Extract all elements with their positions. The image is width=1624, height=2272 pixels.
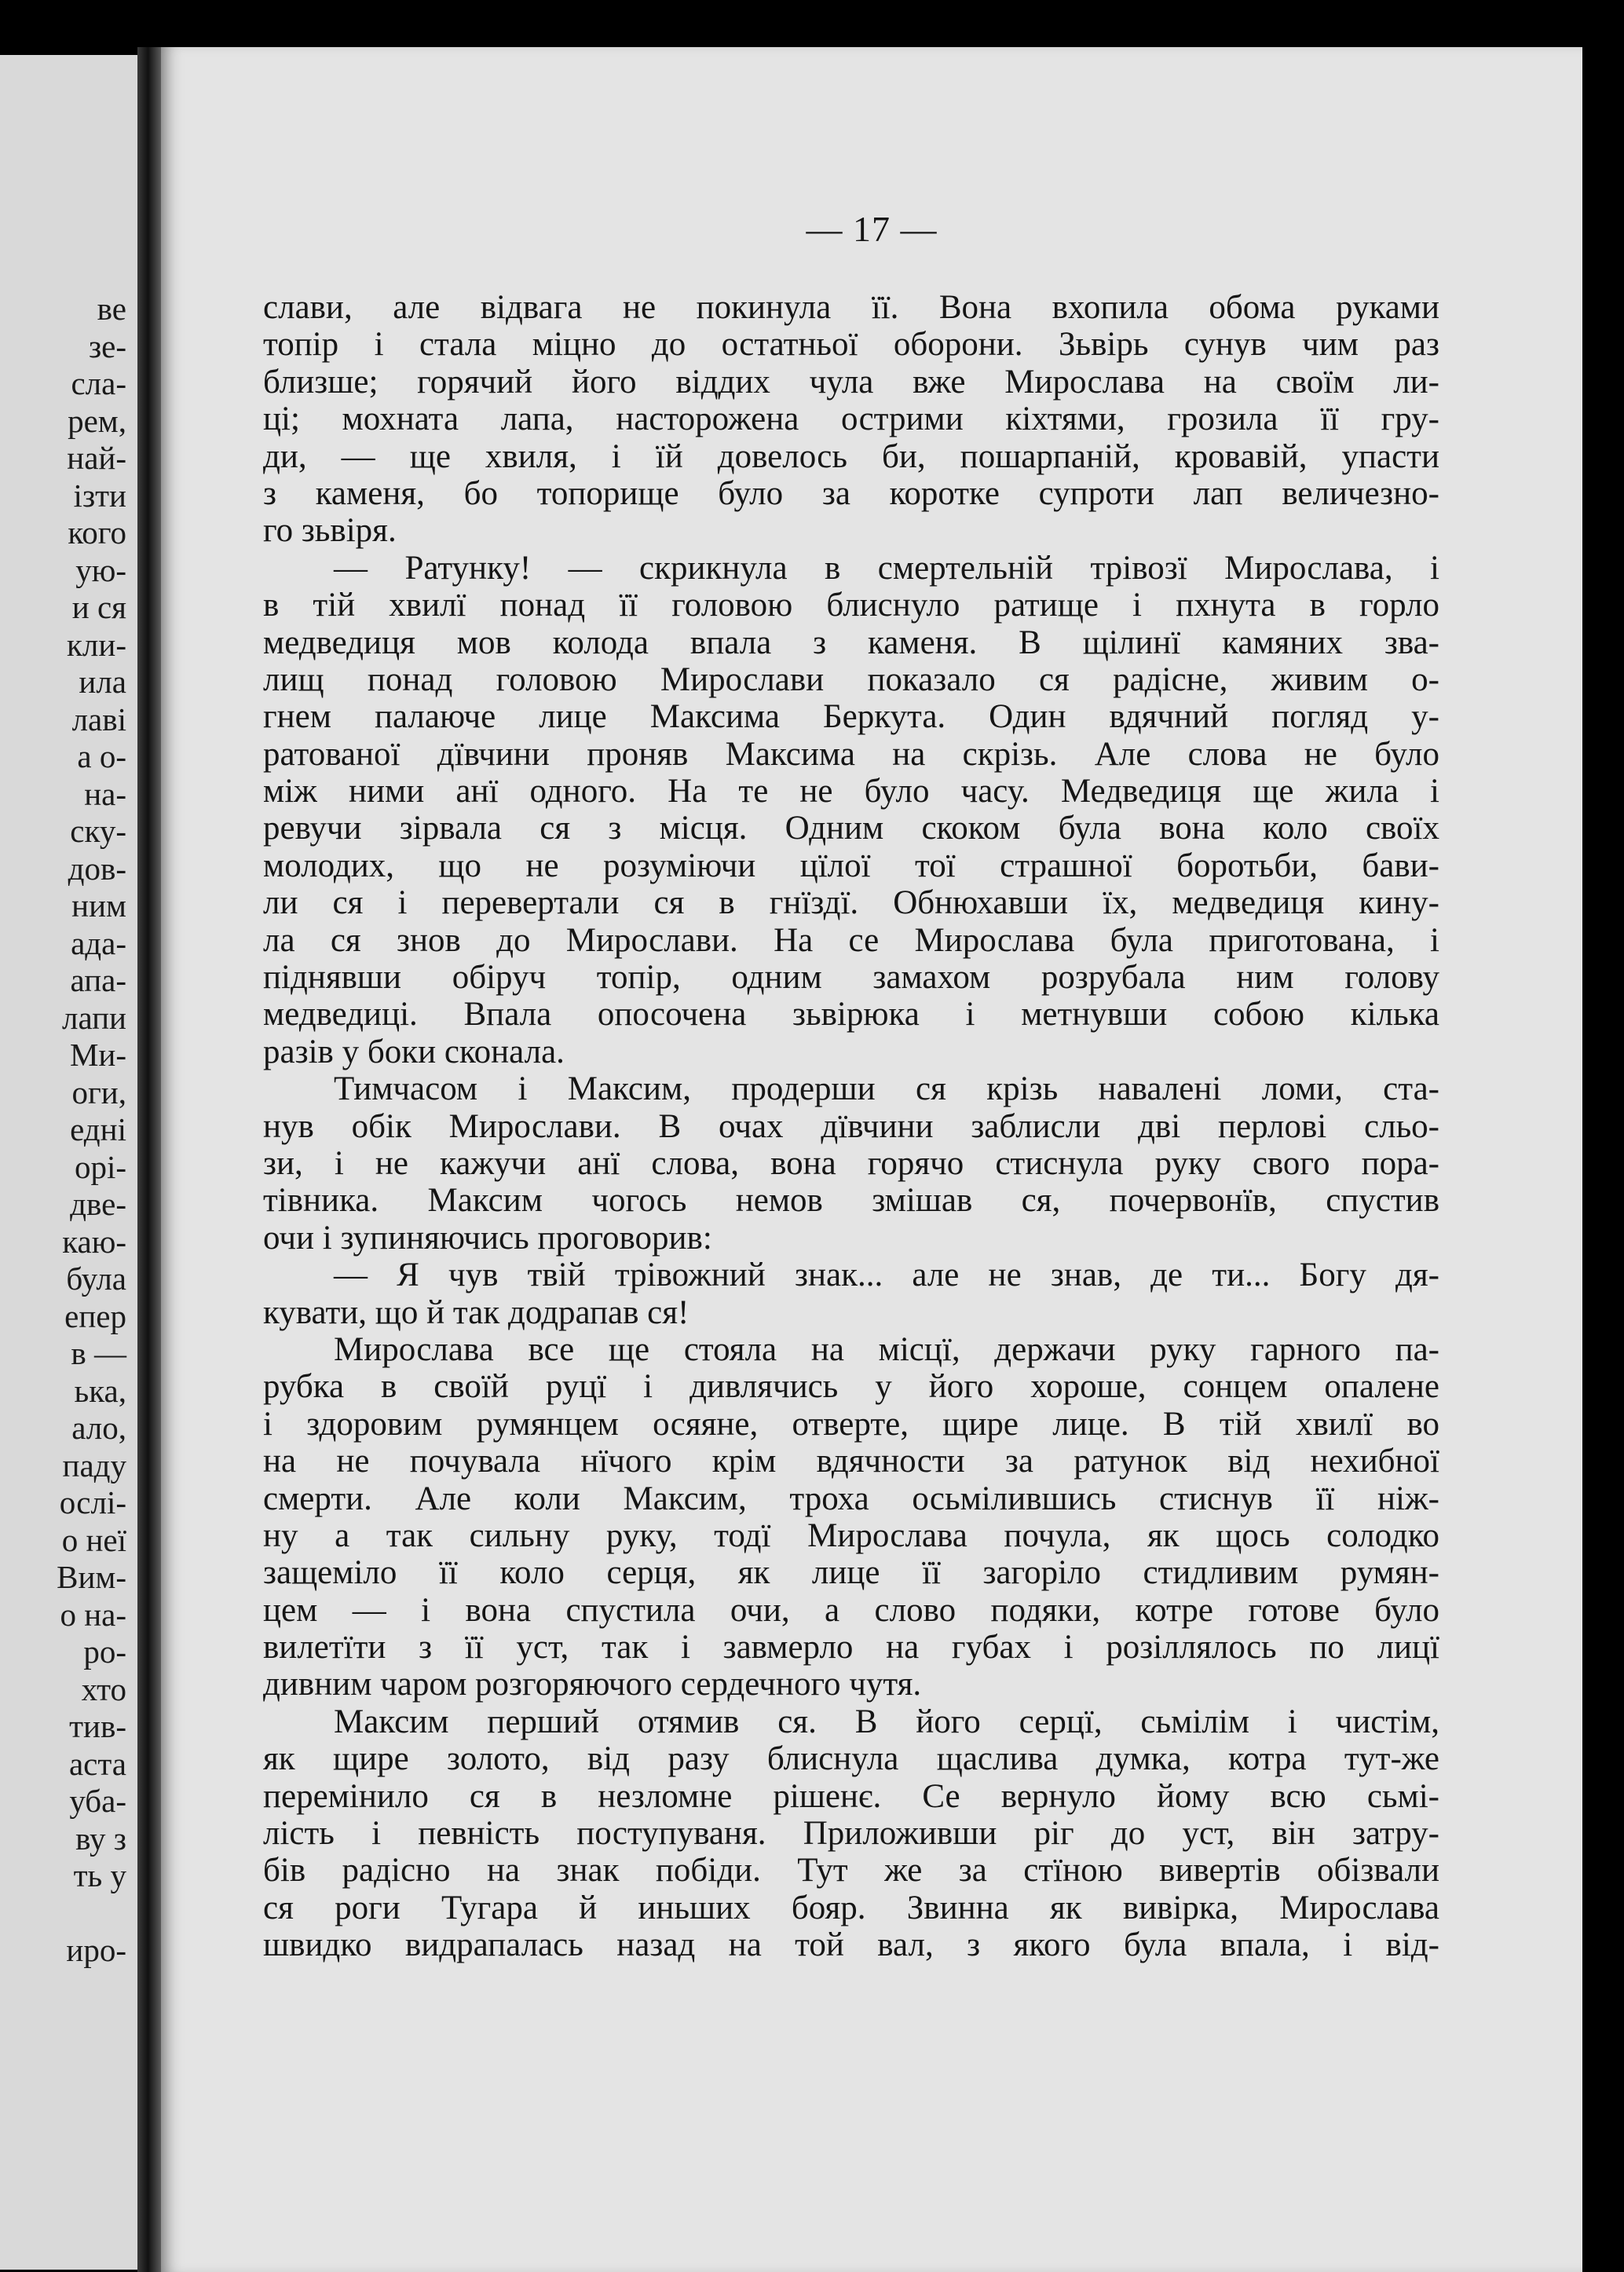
left-fragment-line: ила (79, 664, 126, 700)
left-fragment-line: ву з (75, 1820, 126, 1857)
book-page (161, 47, 1582, 2272)
text-line: нув обік Мирослави. В очах дївчини заблисли дві перлові сльо- (263, 1107, 1439, 1145)
text-line: бів радісно на знак побіди. Тут же за стїною вивертів обізвали (263, 1852, 1439, 1890)
left-fragment-line: зе- (88, 327, 126, 364)
text-line: на не почувала нїчого крім вдячности за ратунок від нехибної (263, 1443, 1439, 1480)
left-fragment-line: иро- (66, 1932, 126, 1968)
text-line: ся роги Тугара й иньших бояр. Звинна як вивірка, Мирослава (263, 1889, 1439, 1926)
text-line: в тій хвилї понад її головою блиснуло ратище і пхнута в горло (263, 587, 1439, 624)
left-fragment-line: аста (68, 1745, 126, 1782)
text-line: лість і певність поступуваня. Приложивши ріг до уст, він затру- (263, 1815, 1439, 1853)
text-line: ратованої дївчини проняв Максима на скрізь. Але слова не було (263, 735, 1439, 773)
left-fragment-line: а о- (77, 738, 126, 774)
text-line: медведиця мов колода впала з каменя. В щілинї камяних зва- (263, 624, 1439, 661)
left-fragment-line: каю- (62, 1223, 126, 1260)
text-line: піднявши обіруч топір, одним замахом розрубала ним голову (263, 959, 1439, 997)
left-fragment-line: две- (70, 1186, 126, 1222)
text-line: го зьвіря. (263, 512, 397, 550)
text-line: ли ся і перевертали ся в гнїздї. Обнюхавши їх, медведиця кину- (263, 884, 1439, 922)
text-line: між ними анї одного. На те не було часу. Медведиця ще жила і (263, 773, 1439, 810)
left-fragment-line: ізти (73, 477, 126, 514)
text-line: з каменя, бо топорище було за коротке супроти лап величезно- (263, 474, 1439, 512)
left-fragment-line: хто (81, 1670, 126, 1707)
left-fragment-line: ада- (71, 924, 126, 961)
text-line: — Ратунку! — скрикнула в смертельній трівозї Мирослава, і (334, 549, 1439, 587)
text-line: молодих, що не розуміючи цїлої тої страшної боротьби, бави- (263, 847, 1439, 884)
left-fragment-line: ним (71, 887, 126, 924)
text-line: ну а так сильну руку, тодї Мирослава почула, як щось солодко (263, 1516, 1439, 1554)
left-fragment-line: кого (68, 514, 126, 551)
text-line: вилетїти з її уст, так і завмерло на губах і розіллялось по лицї (263, 1629, 1439, 1666)
text-line: дивним чаром розгоряючого сердечного чутя. (263, 1666, 922, 1703)
text-line: цем — і вона спустила очи, а слово подяки, котре готове було (263, 1591, 1439, 1629)
left-fragment-line: ве (97, 291, 126, 327)
left-fragment-line: Вим- (57, 1559, 126, 1595)
left-fragment-line: апа- (70, 962, 126, 998)
left-fragment-line: ька, (74, 1372, 126, 1409)
text-line: слави, але відвага не покинула її. Вона вхопила обома руками (263, 289, 1439, 326)
left-fragment-line: о неї (61, 1521, 126, 1558)
text-line: ревучи зірвала ся з місця. Одним скоком була вона коло своїх (263, 810, 1439, 847)
left-fragment-line: лаві (71, 701, 126, 737)
text-line: перемінило ся в незломне рішенє. Се вернуло йому всю сьмі- (263, 1777, 1439, 1815)
left-fragment-line: тив- (69, 1708, 126, 1744)
text-line: рубка в своїй руцї і дивлячись у його хороше, сонцем опалене (263, 1368, 1439, 1406)
left-fragment-line: оги, (71, 1074, 126, 1110)
text-line: кувати, що й так додрапав ся! (263, 1293, 689, 1331)
left-fragment-line: на- (84, 775, 126, 812)
text-line: смерти. Але коли Максим, троха осьмілившись стиснув її ніж- (263, 1480, 1439, 1517)
left-fragment-line: в — (71, 1335, 126, 1371)
left-fragment-line: дов- (68, 850, 126, 887)
text-line: ці; мохната лапа, насторожена острими кіхтями, грозила її гру- (263, 401, 1439, 438)
page-number: — 17 — (806, 209, 938, 249)
text-line: ла ся знов до Мирослави. На се Мирослава була приготована, і (263, 921, 1439, 959)
left-fragment-line: уба- (69, 1783, 126, 1819)
body-text (263, 289, 1439, 1964)
left-fragment-line: едні (70, 1111, 126, 1147)
text-line: Максим перший отямив ся. В його серцї, сьмілім і чистім, (334, 1703, 1439, 1740)
text-line: гнем палаюче лице Максима Беркута. Один вдячний погляд у- (263, 698, 1439, 736)
left-fragment-line: була (66, 1260, 126, 1297)
text-line: швидко видрапалась назад на той вал, з якого була впала, і від- (263, 1926, 1439, 1964)
left-fragment-line: сла- (71, 365, 126, 401)
text-line: — Я чув твій трівожний знак... але не знав, де ти... Богу дя- (334, 1257, 1439, 1294)
left-fragment-line: ую- (75, 551, 126, 588)
left-fragment-line: орі- (74, 1148, 126, 1185)
left-fragment-line: лапи (62, 999, 126, 1036)
text-line: Тимчасом і Максим, продерши ся крізь навалені ломи, ста- (334, 1070, 1439, 1108)
left-fragment-line (57, 1895, 126, 1933)
text-line: і здоровим румянцем осяяне, отверте, щире лице. В тій хвилї во (263, 1405, 1439, 1443)
left-fragment-line: рем, (68, 402, 126, 439)
left-fragment-line: и ся (71, 589, 126, 625)
text-line: ди, — ще хвиля, і їй довелось би, пошарпаній, кровавій, упасти (263, 437, 1439, 475)
text-line: як щире золото, від разу блиснула щаслива думка, котра тут-же (263, 1740, 1439, 1778)
left-fragment-line: ро- (83, 1634, 126, 1670)
book-spine-gutter (137, 47, 161, 2272)
text-line: Мирослава все ще стояла на місцї, держачи руку гарного па- (334, 1330, 1439, 1368)
left-fragment-line: Ми- (69, 1037, 126, 1073)
previous-page-edge (0, 55, 137, 2270)
left-fragment-line: кли- (67, 626, 126, 663)
text-line: лищ понад головою Мирослави показало ся радісне, живим о- (263, 660, 1439, 698)
text-line: защеміло її коло серця, як лице її загоріло стидливим румян- (263, 1554, 1439, 1592)
text-line: топір і стала міцно до остатньої оборони. Зьвірь сунув чим раз (263, 326, 1439, 364)
text-line: тівника. Максим чогось немов змішав ся, почервонїв, спустив (263, 1182, 1439, 1220)
left-fragment-line: ску- (70, 813, 126, 849)
text-line: медведиці. Впала опосочена зьвірюка і метнувши собою кілька (263, 996, 1439, 1034)
previous-page-text (57, 291, 126, 1970)
left-fragment-line: паду (62, 1447, 126, 1484)
text-line: разів у боки сконала. (263, 1033, 565, 1070)
text-line: зи, і не кажучи анї слова, вона горячо стиснула руку свого пора- (263, 1144, 1439, 1182)
left-fragment-line: епер (64, 1297, 126, 1334)
left-fragment-line: о на- (60, 1596, 126, 1633)
text-line: очи і зупиняючись проговорив: (263, 1219, 712, 1257)
left-fragment-line: най- (67, 440, 126, 476)
left-fragment-line: ало, (71, 1410, 126, 1446)
left-fragment-line: ть у (73, 1857, 126, 1893)
text-line: близше; горячий його віддих чула вже Мирослава на своїм ли- (263, 363, 1439, 401)
left-fragment-line: ослі- (59, 1484, 126, 1520)
